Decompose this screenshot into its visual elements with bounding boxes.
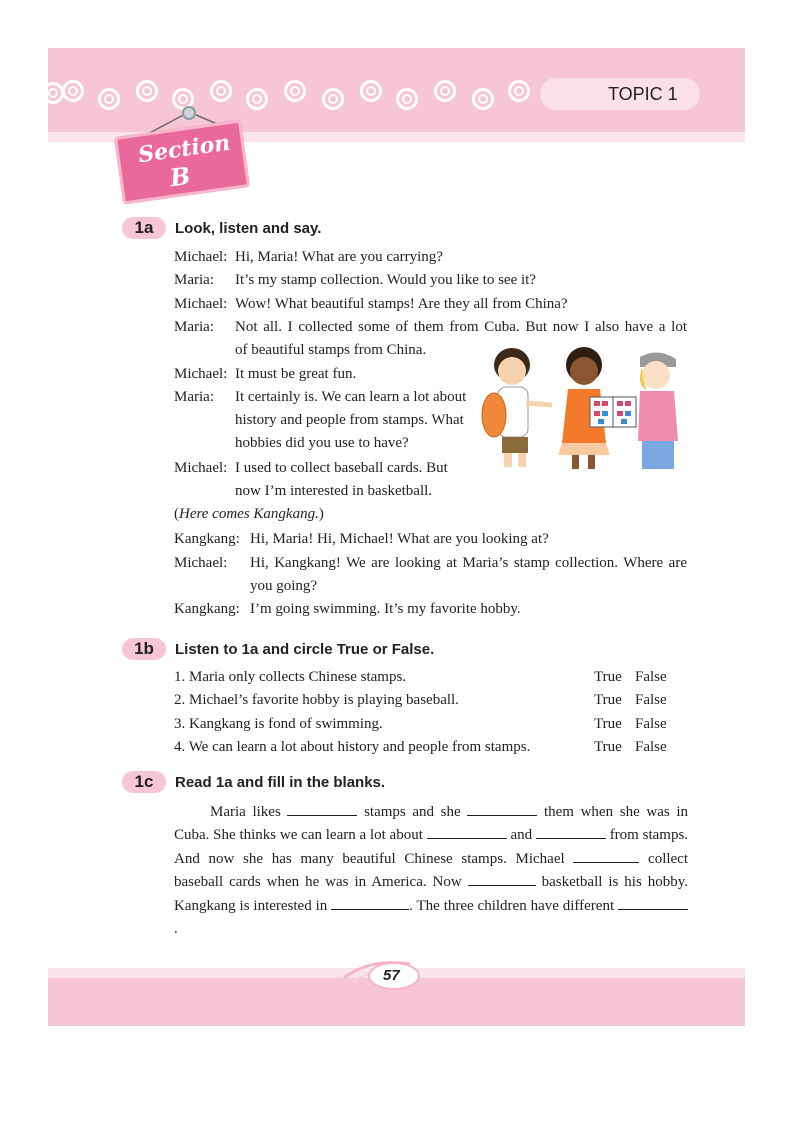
dialogue-line: Not all. I collected some of them from Cuba. But now I also have a lot <box>235 319 687 335</box>
children-illustration <box>480 345 690 475</box>
speaker-label: Michael: <box>174 460 228 476</box>
speaker-label: Kangkang: <box>174 601 240 617</box>
speaker-label: Michael: <box>174 366 228 382</box>
answer-blank[interactable] <box>427 824 507 839</box>
dialogue-line: It must be great fun. <box>235 366 357 382</box>
page-number: 57 <box>383 967 400 984</box>
false-option[interactable]: False <box>635 716 667 732</box>
speaker-label: Michael: <box>174 296 228 312</box>
speaker-label: Maria: <box>174 319 214 335</box>
section-sign-word: Section <box>136 129 232 169</box>
dialogue-line: It’s my stamp collection. Would you like to see it? <box>235 272 536 288</box>
section-sign-letter: B <box>168 160 193 193</box>
dialogue-line: I used to collect baseball cards. But <box>235 460 448 476</box>
speaker-label: Maria: <box>174 389 214 405</box>
true-option[interactable]: True <box>594 669 622 685</box>
dialogue-line: Hi, Maria! Hi, Michael! What are you looking at? <box>250 531 549 547</box>
false-option[interactable]: False <box>635 692 667 708</box>
speaker-label: Michael: <box>174 249 228 265</box>
activity-tag-1c: 1c <box>122 771 166 793</box>
true-option[interactable]: True <box>594 739 622 755</box>
activity-heading-1c: Read 1a and fill in the blanks. <box>175 774 386 791</box>
speaker-label: Michael: <box>174 555 228 571</box>
dialogue-line: history and people from stamps. What <box>235 412 464 428</box>
dialogue-line: now I’m interested in basketball. <box>235 483 433 499</box>
statement-item: 4. We can learn a lot about history and people from stamps. <box>174 739 531 755</box>
stage-direction: (Here comes Kangkang.) <box>174 506 324 522</box>
topic-label: TOPIC 1 <box>608 84 678 104</box>
dialogue-line: Wow! What beautiful stamps! Are they all from China? <box>235 296 568 312</box>
dialogue-line: hobbies did you use to have? <box>235 435 409 451</box>
activity-tag-1b: 1b <box>122 638 166 660</box>
statement-item: 3. Kangkang is fond of swimming. <box>174 716 383 732</box>
activity-heading-1b: Listen to 1a and circle True or False. <box>175 641 435 658</box>
activity-tag-1a: 1a <box>122 217 166 239</box>
dialogue-line: I’m going swimming. It’s my favorite hobby. <box>250 601 521 617</box>
pin-icon <box>182 106 196 120</box>
answer-blank[interactable] <box>468 871 536 886</box>
dialogue-line: of beautiful stamps from China. <box>235 342 427 358</box>
answer-blank[interactable] <box>618 895 688 910</box>
answer-blank[interactable] <box>467 801 537 816</box>
dialogue-line: Hi, Kangkang! We are looking at Maria’s stamp collection. Where are <box>250 555 687 571</box>
dialogue-line: It certainly is. We can learn a lot about <box>235 389 467 405</box>
speaker-label: Kangkang: <box>174 531 240 547</box>
dialogue-line: Hi, Maria! What are you carrying? <box>235 249 443 265</box>
fill-in-paragraph: Maria likes stamps and she them when she was in Cuba. She thinks we can learn a lot about and from stamps. And now she has many beautiful Chinese stamps. Michael collect baseball cards when he was in America. Now basketball is his hobby. Kangkang is interested in . The three children have different . <box>174 801 688 941</box>
activity-heading-1a: Look, listen and say. <box>175 220 322 237</box>
false-option[interactable]: False <box>635 669 667 685</box>
dialogue-line: you going? <box>250 578 318 594</box>
answer-blank[interactable] <box>573 848 639 863</box>
true-option[interactable]: True <box>594 692 622 708</box>
false-option[interactable]: False <box>635 739 667 755</box>
answer-blank[interactable] <box>287 801 357 816</box>
true-option[interactable]: True <box>594 716 622 732</box>
statement-item: 2. Michael’s favorite hobby is playing baseball. <box>174 692 459 708</box>
answer-blank[interactable] <box>536 824 606 839</box>
answer-blank[interactable] <box>331 895 409 910</box>
speaker-label: Maria: <box>174 272 214 288</box>
statement-item: 1. Maria only collects Chinese stamps. <box>174 669 407 685</box>
